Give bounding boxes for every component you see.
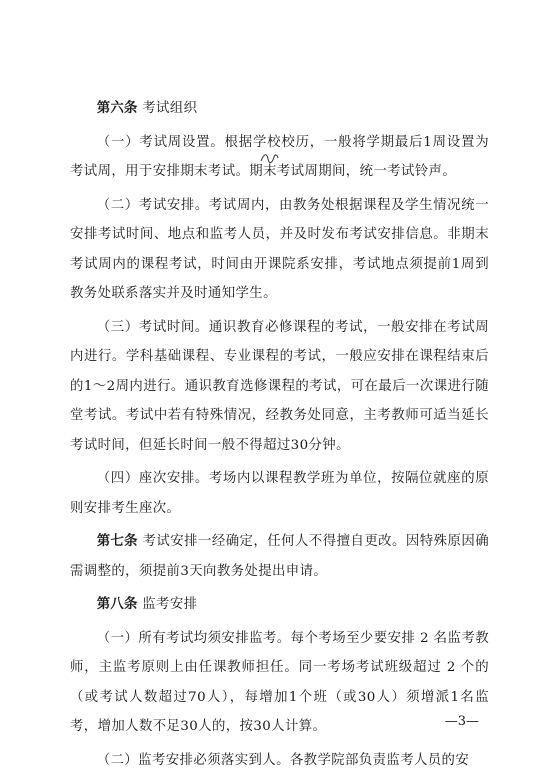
article-8-heading	[70, 590, 489, 620]
article-label: 第八条	[96, 597, 138, 612]
page-number: —3—	[444, 714, 479, 729]
paragraph	[70, 464, 489, 523]
paragraph-text: （二）考试安排。考试周内，由教务处根据课程及学生情况统一安排考试时间、地点和监考人员，并及时发布考试安排信息。非期末考试周内的课程考试，时间由开课院系安排，考试地点须提前1周到教务处联系落实并及时通知学生。	[70, 197, 489, 301]
article-title: 监考安排	[137, 597, 198, 612]
paragraph-text: （三）考试时间。通识教育必修课程的考试，一般安排在考试周内进行。学科基础课程、专业课程的考试，一般应安排在课程结束后的1～2周内进行。通识教育选修课程的考试，可在最后一次课进行随堂考试。考试中若有特殊情况，经教务处同意，主考教师可适当延长考试时间，但延长时间一般不得超过30分钟。	[70, 319, 489, 453]
document-body	[70, 94, 489, 779]
paragraph	[70, 313, 489, 461]
paragraph-text: （四）座次安排。考场内以课程教学班为单位，按隔位就座的原则安排考生座次。	[70, 471, 489, 516]
paragraph-text: 考试安排一经确定，任何人不得擅自更改。因特殊原因确需调整的，须提前3天向教务处提出申请。	[70, 534, 490, 579]
paragraph	[70, 191, 489, 309]
article-title: 考试组织	[137, 101, 198, 116]
article-6-heading	[70, 94, 489, 124]
paragraph-text: （一）所有考试均须安排监考。每个考场至少要安排 2 名监考教师，主监考原则上由任课教师担任。同一考场考试班级超过 2 个的（或考试人数超过70人），每增加1个班（或30人）须增派1名监考，增加人数不足30人的，按30人计算。	[70, 630, 489, 734]
paragraph-text: （一）考试周设置。根据学校校历，一般将学期最后1周设置为考试周，用于安排期末考试。期末考试周期间，统一考试铃声。	[70, 134, 489, 179]
paragraph	[70, 128, 489, 187]
paragraph	[70, 746, 489, 776]
paragraph	[70, 624, 489, 742]
paragraph-text: （二）监考安排必须落实到人。各教学院部负责监考人员的安	[96, 752, 470, 768]
article-label: 第七条	[96, 534, 138, 549]
article-7-paragraph	[70, 527, 489, 586]
article-label: 第六条	[96, 101, 138, 116]
